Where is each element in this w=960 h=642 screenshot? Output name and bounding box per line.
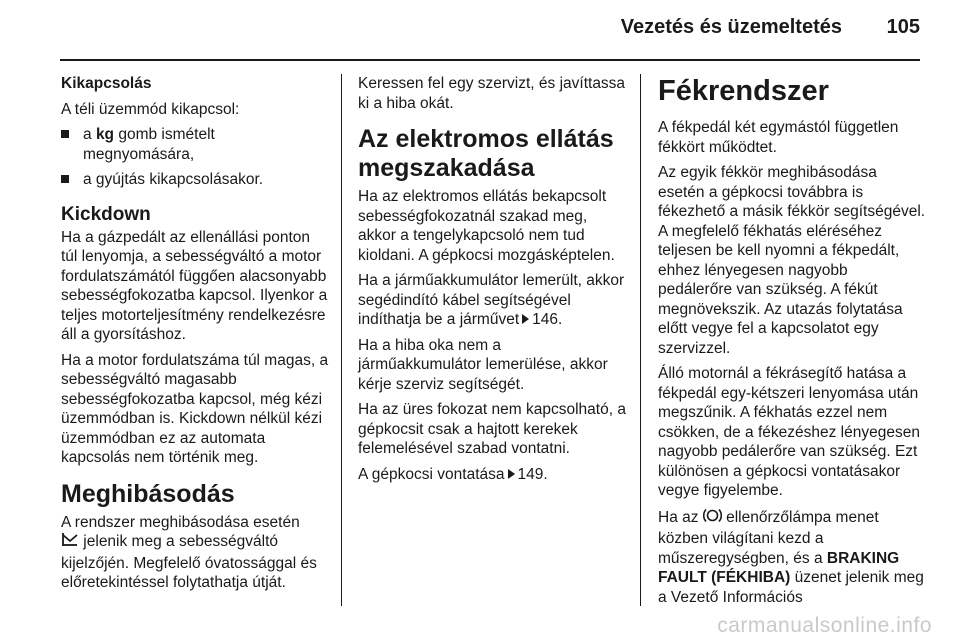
elektromos-paragraph-3: Ha a hiba oka nem a járműakkumulátor lemerülése, akkor kérje szerviz segítségét.	[358, 336, 608, 393]
elektromos-p5-text: A gépkocsi vontatása	[358, 465, 505, 483]
fek-p4-mid: ellenőrzőlámpa menet közben világítani kezd a műszeregységben, és a	[658, 508, 879, 567]
fek-paragraph-1: A fékpedál két egymástól független fékkört működtet.	[658, 119, 899, 156]
bullet-square-icon	[61, 175, 69, 183]
service-intro: Keressen fel egy szervizt, és javíttassa ki a hiba okát.	[358, 75, 626, 112]
fek-p4-post: üzenet jelenik meg a Vezető Információs	[658, 569, 924, 606]
watermark: carmanualsonline.info	[717, 614, 932, 637]
fek-paragraph-4	[658, 507, 926, 608]
kg-button-label: kg	[95, 126, 115, 143]
page-reference-149[interactable]: 149.	[517, 465, 548, 483]
column-2	[358, 74, 626, 490]
bullet2-text: a gyújtás kikapcsolásakor.	[83, 171, 264, 188]
bullet-item	[61, 125, 329, 164]
bullet1-pre: a	[83, 126, 96, 143]
brake-warning-icon	[703, 507, 722, 530]
elektromos-paragraph-2	[358, 271, 626, 330]
bullet-square-icon	[61, 130, 69, 138]
fekrendszer-heading: Fékrendszer	[658, 75, 829, 107]
bullet1-post: gomb ismételt megnyomására,	[83, 126, 215, 163]
elektromos-paragraph-5	[358, 465, 626, 485]
page-number: 105	[886, 16, 920, 38]
kickdown-paragraph-2: Ha a motor fordulatszáma túl magas, a sebességváltó magasabb sebességfokozatba kapcsol, még kézi üzemmódban is. Kickdown nélkül kézi üzemmódban ez az automata kapcsolás nem történik meg.	[61, 351, 329, 466]
kikapcsolas-intro: A téli üzemmód kikapcsol:	[61, 100, 240, 118]
column-3	[658, 74, 926, 613]
kickdown-heading: Kickdown	[61, 203, 151, 225]
elektromos-p2-text: Ha a járműakkumulátor lemerült, akkor segédindító kábel segítségével indíthatja be a járművet	[358, 272, 625, 328]
column-1	[61, 74, 329, 599]
elektromos-paragraph-1: Ha az elektromos ellátás bekapcsolt sebességfokozatnál szakad meg, akkor a tengelykapcsoló nem tud kioldani. A gépkocsi mozgásképtelen.	[358, 188, 615, 264]
braking-fault-message: BRAKING FAULT (FÉKHIBA)	[658, 549, 900, 586]
elektromos-paragraph-4: Ha az üres fokozat nem kapcsolható, a gépkocsit csak a hajtott kerekek felemelésével szabad vontatni.	[358, 401, 626, 457]
column-divider	[640, 74, 641, 606]
meghibasodas-text-post: jelenik meg a sebességváltó kijelzőjén. Megfelelő óvatossággal és előretekintéssel folytathatja útját.	[61, 533, 317, 591]
column-divider	[341, 74, 342, 606]
kikapcsolas-heading: Kikapcsolás	[61, 75, 152, 92]
fek-paragraph-3: Álló motornál a fékrásegítő hatása a fékpedál egy-kétszeri lenyomása után megszűnik. A fékhatás ezzel nem csökken, de a fékezéshez lényegesen nagyobb pedálerőre van szükség. Ezt különösen a gépkocsi vontatásakor vegye figyelembe.	[658, 365, 920, 499]
elektromos-heading: Az elektromos ellátás megszakadása	[358, 125, 614, 182]
meghibasodas-heading: Meghibásodás	[61, 479, 235, 508]
header-title: Vezetés és üzemeltetés	[620, 16, 842, 38]
meghibasodas-text-pre: A rendszer meghibásodása esetén	[61, 513, 300, 531]
meghibasodas-paragraph	[61, 513, 329, 593]
page-reference-arrow-icon	[522, 314, 529, 324]
fek-paragraph-2: Az egyik fékkör meghibásodása esetén a gépkocsi továbbra is fékezhető a másik fékkör segítségével. A megfelelő fékhatás eléréséhez teljesen be kell nyomni a fékpedált, ehhez lényegesen nagyobb pedálerőre van szükség. A fékút megnövekszik. Az utazás folytatása előtt vegye fel a kapcsolatot egy szervizzel.	[658, 164, 926, 357]
page-reference-146[interactable]: 146.	[532, 311, 563, 328]
bullet-item	[61, 170, 329, 190]
kickdown-paragraph-1: Ha a gázpedált az ellenállási ponton túl lenyomja, a sebességváltó a motor fordulatszámától függően alacsonyabb sebességfokozatba kapcsol. Ilyenkor a teljes motorteljesítmény rendelkezésre áll a gyorsításhoz.	[61, 228, 328, 343]
page-reference-arrow-icon	[508, 469, 515, 479]
gearbox-fault-icon	[61, 532, 79, 554]
page-header	[0, 0, 960, 60]
fek-p4-pre: Ha az	[658, 508, 699, 526]
header-rule	[60, 59, 920, 61]
